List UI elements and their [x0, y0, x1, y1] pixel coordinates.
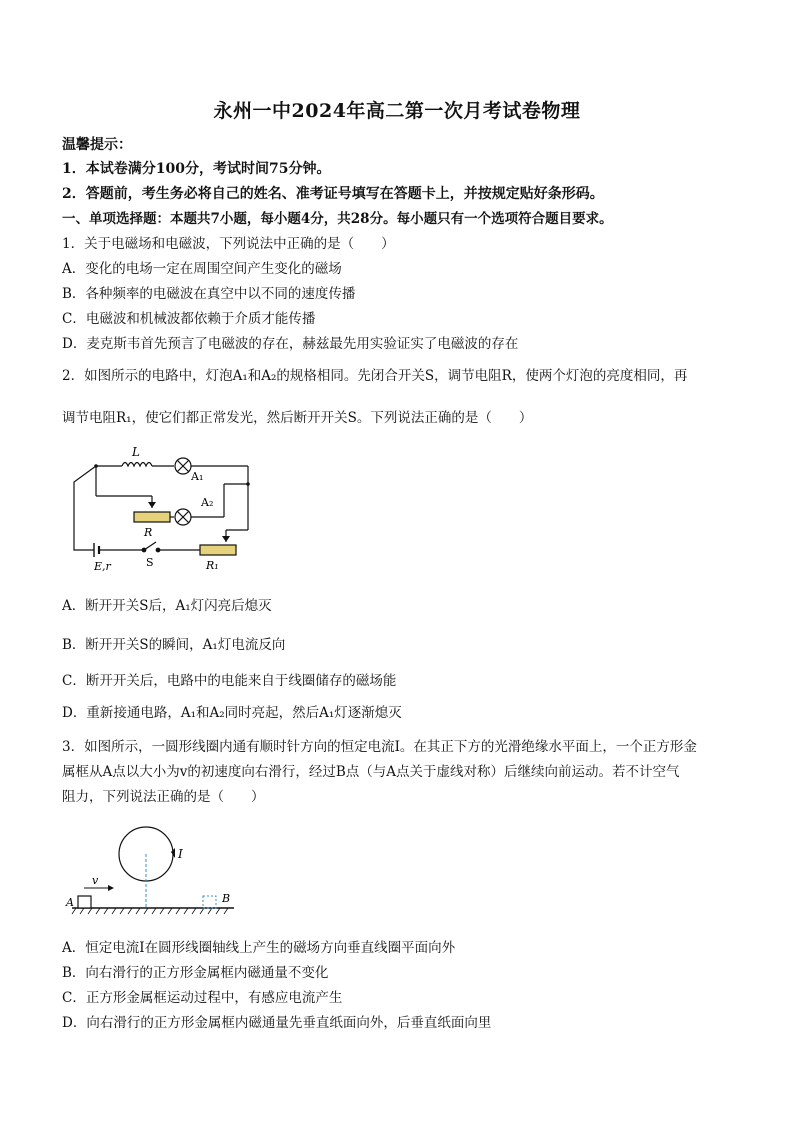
label-point-b: B: [222, 892, 231, 905]
metal-frame: [78, 896, 91, 908]
q3-stem-line2: 属框从A点以大小为v的初速度向右滑行，经过B点（与A点关于虚线对称）后继续向前运动。若不计空气: [62, 764, 680, 780]
tip-2: 2．答题前，考生务必将自己的姓名、准考证号填写在答题卡上，并按规定贴好条形码。: [62, 186, 604, 202]
q3-option-a: A．恒定电流I在圆形线圈轴线上产生的磁场方向垂直线圈平面向外: [62, 940, 456, 956]
label-lamp1: A₁: [191, 470, 204, 483]
label-switch: S: [146, 556, 154, 569]
section-heading: 一、单项选择题：本题共7小题，每小题4分，共28分。每小题只有一个选项符合题目要求。: [62, 211, 613, 227]
q2-stem-line2: 调节电阻R₁，使它们都正常发光，然后断开开关S。下列说法正确的是（ ）: [62, 410, 533, 426]
label-velocity: v: [92, 874, 99, 887]
resistor-r: [134, 512, 170, 522]
tip-1: 1．本试卷满分100分，考试时间75分钟。: [62, 161, 331, 177]
q2-option-a: A．断开开关S后，A₁灯闪亮后熄灭: [62, 598, 272, 614]
q2-option-b: B．断开开关S的瞬间，A₁灯电流反向: [62, 637, 286, 653]
q2-option-d: D．重新接通电路，A₁和A₂同时亮起，然后A₁灯逐渐熄灭: [62, 705, 402, 721]
label-point-a: A: [66, 896, 74, 909]
q3-option-d: D．向右滑行的正方形金属框内磁通量先垂直纸面向外，后垂直纸面向里: [62, 1015, 492, 1031]
frame-position-b: [203, 896, 216, 908]
label-inductor: L: [132, 445, 140, 459]
label-rheostat: R₁: [206, 559, 219, 572]
page-title: 永州一中2024年高二第一次月考试卷物理: [213, 100, 581, 122]
circuit-diagram: [60, 442, 260, 574]
label-lamp2: A₂: [201, 496, 214, 509]
q1-option-d: D．麦克斯韦首先预言了电磁波的存在，赫兹最先用实验证实了电磁波的存在: [62, 336, 519, 352]
q3-option-b: B．向右滑行的正方形金属框内磁通量不变化: [62, 965, 329, 981]
label-source: E,r: [94, 560, 111, 573]
q3-option-c: C．正方形金属框运动过程中，有感应电流产生: [62, 990, 343, 1006]
label-current: I: [178, 847, 183, 861]
q3-stem-line3: 阻力，下列说法正确的是（ ）: [62, 789, 265, 805]
tips-heading: 温馨提示：: [62, 137, 132, 153]
q1-option-a: A．变化的电场一定在周围空间产生变化的磁场: [62, 261, 342, 277]
label-resistor: R: [144, 526, 153, 539]
q3-stem-line1: 3．如图所示，一圆形线圈内通有顺时针方向的恒定电流I。在其正下方的光滑绝缘水平面上，一个正方形金: [62, 739, 697, 755]
q1-option-b: B．各种频率的电磁波在真空中以不同的速度传播: [62, 286, 356, 302]
q1-option-c: C．电磁波和机械波都依赖于介质才能传播: [62, 311, 316, 327]
coil-diagram: [62, 822, 252, 920]
inductor-coil: [122, 463, 152, 467]
q1-stem: 1．关于电磁场和电磁波，下列说法中正确的是（ ）: [62, 236, 395, 252]
q2-option-c: C．断开开关后，电路中的电能来自于线圈储存的磁场能: [62, 673, 397, 689]
q2-stem-line1: 2．如图所示的电路中，灯泡A₁和A₂的规格相同。先闭合开关S，调节电阻R，使两个灯泡的亮度相同，再: [62, 368, 688, 384]
rheostat-r1: [200, 545, 236, 555]
